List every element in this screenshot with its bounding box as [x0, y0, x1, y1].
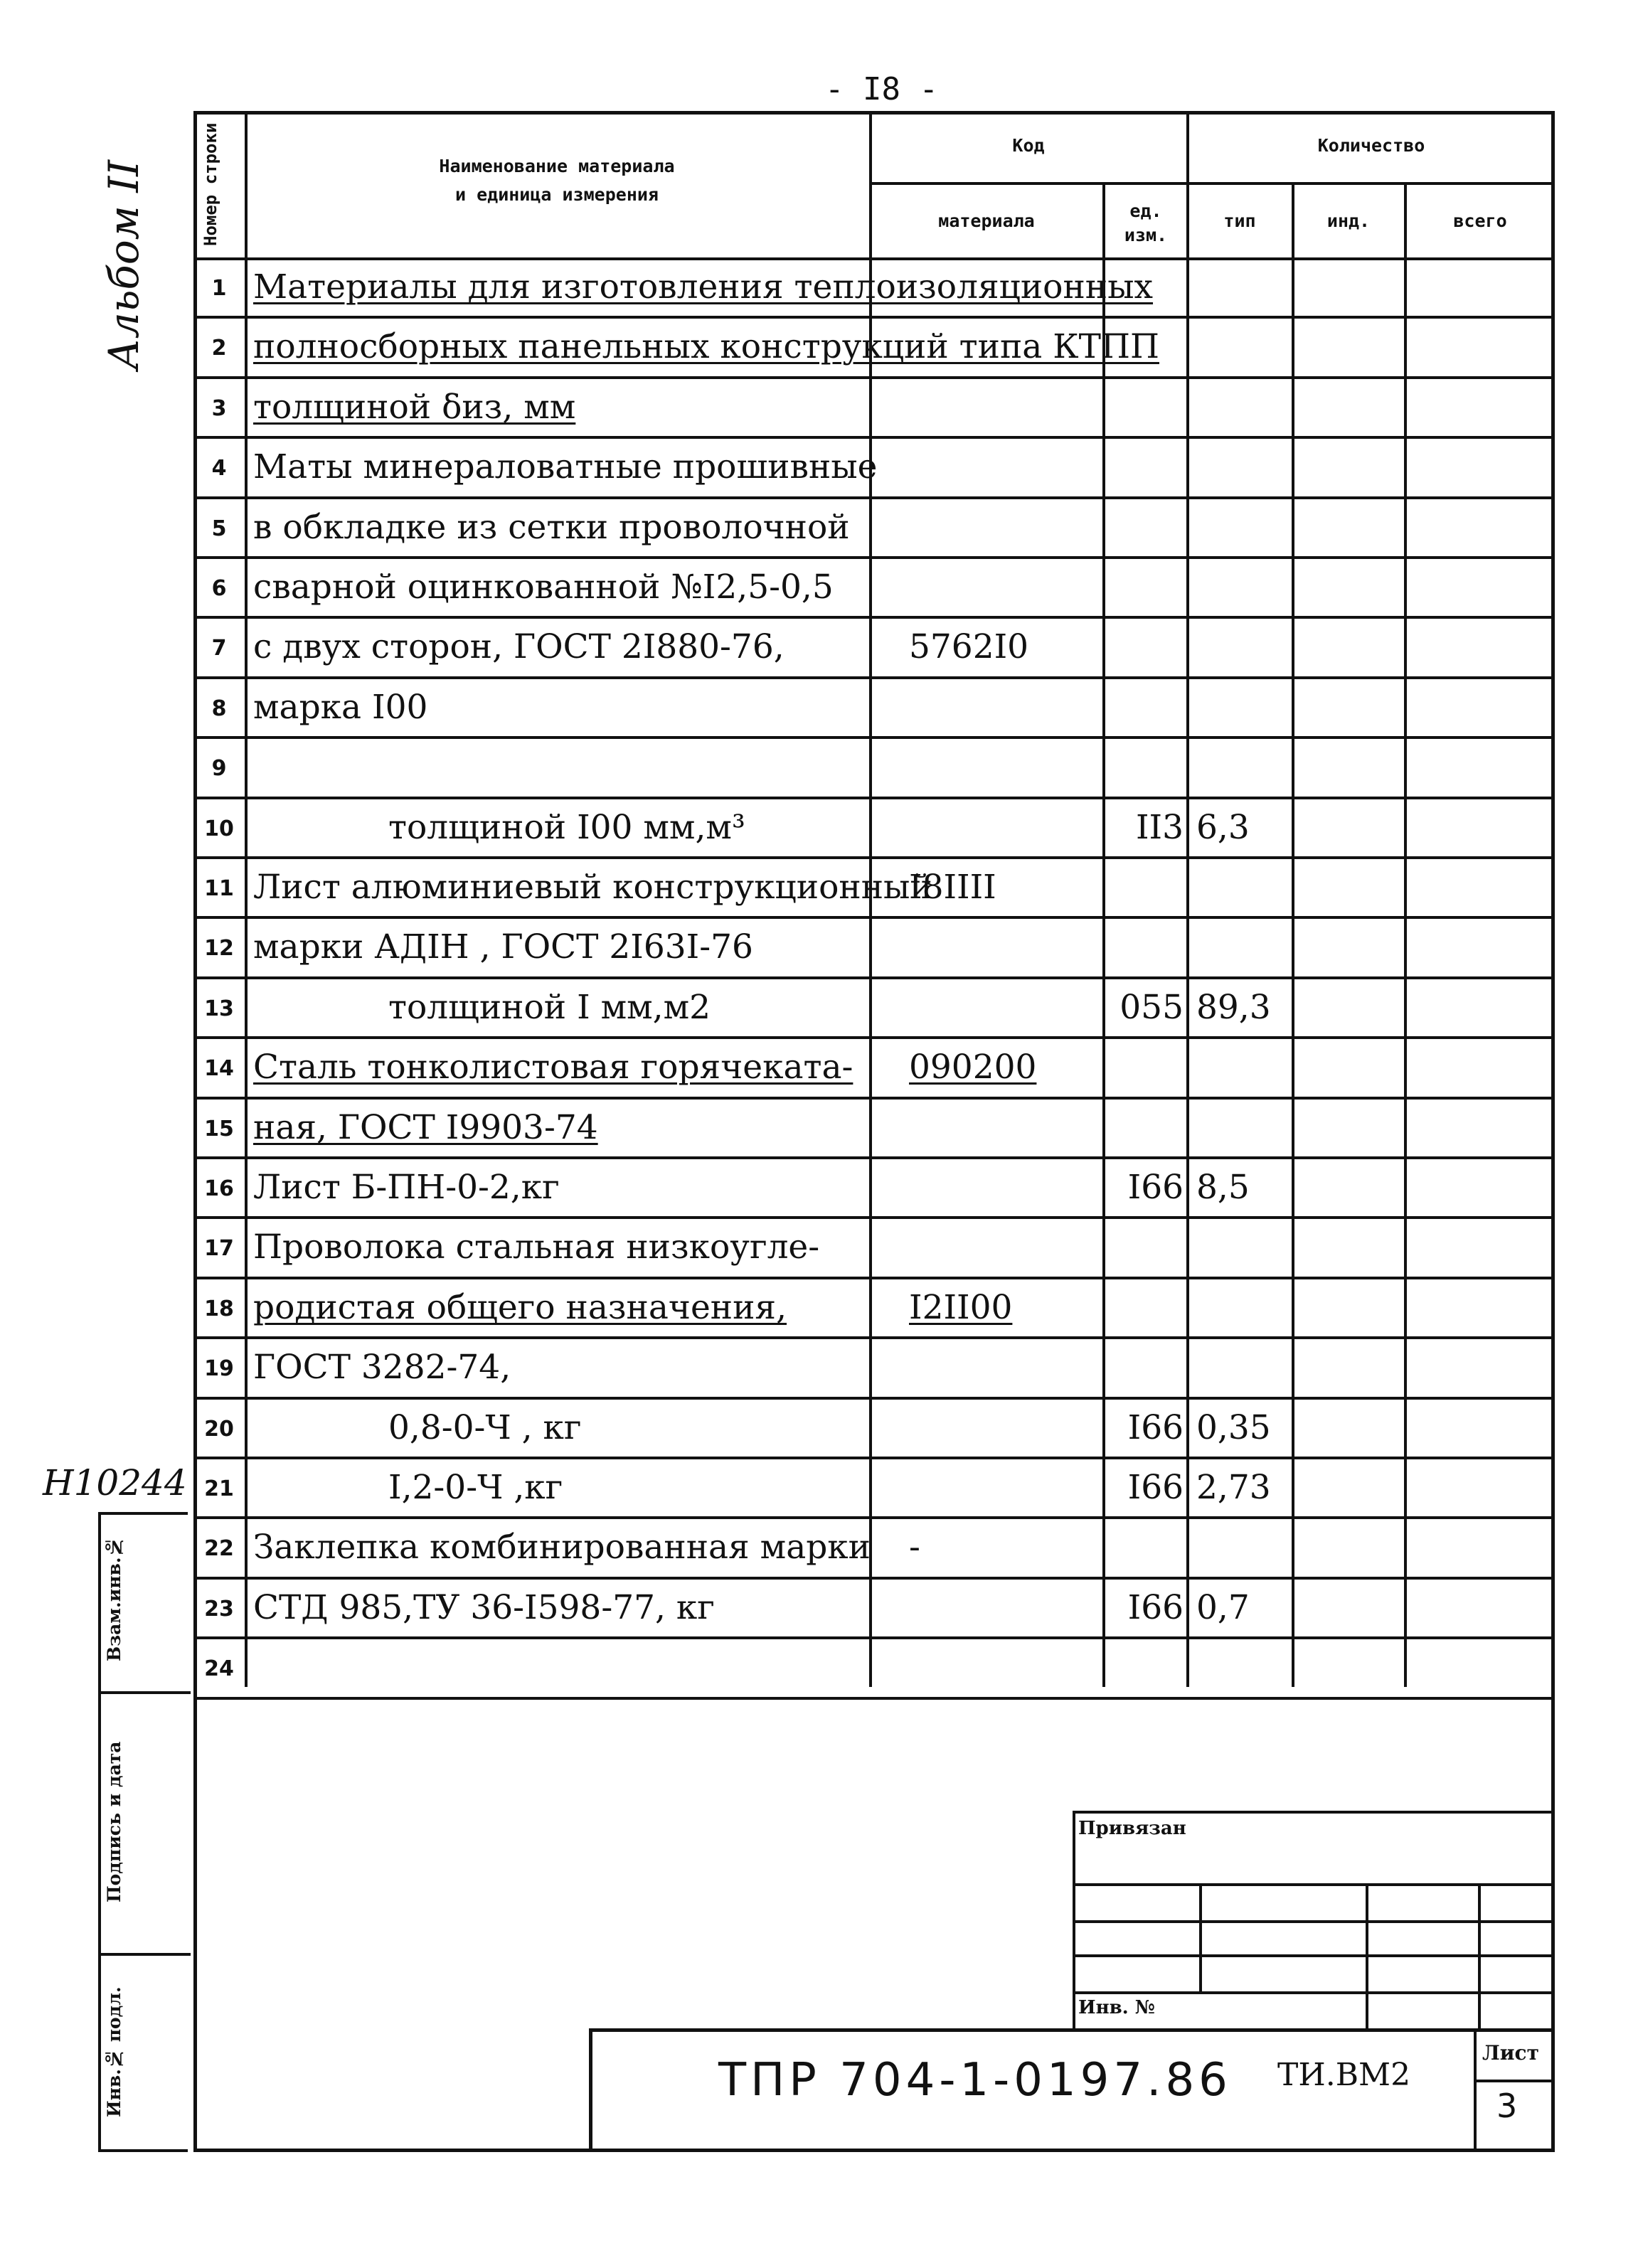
- header-name: Наименование материала и единица измерения: [439, 156, 675, 205]
- header-row-number: Номер строки: [201, 122, 220, 246]
- header-qty-type: тип: [1223, 211, 1256, 231]
- signature-date-label: Подпись и дата: [104, 1741, 124, 1903]
- row-number: 10: [204, 816, 234, 841]
- sheet-label: Лист: [1482, 2041, 1539, 2065]
- row-name: I,2-0-Ч ,кг: [388, 1468, 563, 1507]
- row-unit-code: 055: [1120, 988, 1184, 1027]
- row-number: 8: [211, 696, 227, 721]
- row-line: [193, 1216, 1555, 1219]
- row-name: с двух сторон, ГОСТ 2I880-76,: [253, 627, 785, 666]
- page-number: - I8 -: [825, 71, 938, 107]
- row-line: [193, 676, 1555, 679]
- stamp-col: [1366, 1883, 1368, 2031]
- row-number: 16: [204, 1176, 234, 1201]
- row-unit-code: I66: [1127, 1168, 1184, 1207]
- col-sep-type: [1292, 182, 1294, 1687]
- row-line: [193, 736, 1555, 739]
- row-number: 24: [204, 1656, 234, 1681]
- row-number: 22: [204, 1536, 234, 1561]
- row-name: Проволока стальная низкоугле-: [253, 1228, 820, 1267]
- header-mid-line: [869, 182, 1555, 185]
- row-line: [193, 436, 1555, 439]
- album-label: Альбом II: [100, 159, 148, 370]
- row-line: [193, 1336, 1555, 1339]
- row-line: [193, 1036, 1555, 1039]
- row-number: 7: [211, 636, 227, 661]
- row-name: ГОСТ 3282-74,: [253, 1348, 511, 1387]
- row-name: родистая общего назначения,: [253, 1288, 787, 1327]
- row-qty-type: 0,35: [1196, 1408, 1271, 1447]
- row-name: Лист алюминиевый конструкционный: [253, 868, 932, 907]
- row-line: [193, 856, 1555, 859]
- row-number: 23: [204, 1597, 234, 1622]
- sheet-col-sep: [1474, 2028, 1477, 2152]
- row-line: [193, 616, 1555, 619]
- row-number: 2: [211, 336, 227, 361]
- row-name: марка I00: [253, 688, 428, 727]
- row-material-code: 5762I0: [909, 627, 1029, 666]
- row-line: [193, 1577, 1555, 1580]
- row-qty-type: 6,3: [1196, 808, 1250, 847]
- stamp-line: [1073, 1883, 1555, 1886]
- row-line: [193, 1397, 1555, 1400]
- row-line: [193, 316, 1555, 319]
- row-number: 4: [211, 456, 227, 481]
- row-number: 21: [204, 1476, 234, 1501]
- row-line: [193, 556, 1555, 559]
- row-unit-code: I66: [1127, 1408, 1184, 1447]
- document-code: ТПР 704-1-0197.86: [718, 2054, 1232, 2107]
- row-line: [193, 1097, 1555, 1100]
- row-qty-type: 2,73: [1196, 1468, 1271, 1507]
- col-sep-number: [245, 111, 248, 1687]
- row-qty-type: 89,3: [1196, 988, 1271, 1027]
- stamp-inventory-label: Инв. №: [1078, 1997, 1156, 2018]
- row-line: [193, 376, 1555, 379]
- row-number: 3: [211, 396, 227, 421]
- sheet-number: 3: [1496, 2087, 1518, 2125]
- stamp-line: [1073, 1954, 1555, 1957]
- stamp-line: [1073, 1920, 1555, 1923]
- row-number: 5: [211, 516, 227, 541]
- row-name: Маты минераловатные прошивные: [253, 447, 878, 486]
- row-unit-code: I66: [1127, 1588, 1184, 1627]
- row-material-code: 090200: [909, 1048, 1037, 1087]
- row-unit-code: I66: [1127, 1468, 1184, 1507]
- side-divider: [98, 1953, 191, 1956]
- row-unit-code: II3: [1135, 808, 1184, 847]
- row-number: 1: [211, 276, 227, 301]
- row-material-code: -: [909, 1528, 920, 1567]
- stamp-col: [1478, 1883, 1481, 2031]
- row-name: Заклепка комбинированная марки: [253, 1528, 871, 1567]
- col-sep-material: [1102, 182, 1105, 1687]
- row-number: 19: [204, 1356, 234, 1381]
- row-number: 12: [204, 936, 234, 961]
- row-number: 11: [204, 876, 234, 901]
- stamp-linked-label: Привязан: [1078, 1818, 1186, 1839]
- row-number: 18: [204, 1297, 234, 1321]
- row-line: [193, 1277, 1555, 1279]
- row-line: [193, 976, 1555, 979]
- document-suffix: ТИ.ВМ2: [1277, 2057, 1411, 2093]
- row-line: [193, 1636, 1555, 1639]
- header-qty-total: всего: [1453, 211, 1507, 231]
- row-number: 14: [204, 1056, 234, 1081]
- row-number: 13: [204, 996, 234, 1021]
- row-name: сварной оцинкованной №I2,5-0,5: [253, 568, 834, 607]
- row-line: [193, 496, 1555, 499]
- stamp-line: [1073, 1991, 1555, 1994]
- row-material-code: I8IIII: [909, 868, 996, 907]
- row-name: Сталь тонколистовая горячеката-: [253, 1048, 853, 1087]
- row-qty-type: 8,5: [1196, 1168, 1250, 1207]
- row-name: 0,8-0-Ч , кг: [388, 1408, 582, 1447]
- col-sep-code-qty: [1186, 111, 1189, 1687]
- row-name: Лист Б-ПН-0-2,кг: [253, 1168, 560, 1207]
- side-divider: [98, 1691, 191, 1694]
- row-line: [193, 1516, 1555, 1519]
- header-code-unit: ед. изм.: [1124, 201, 1168, 245]
- header-quantity: Количество: [1317, 135, 1425, 156]
- stamp-col: [1199, 1883, 1202, 1991]
- row-name: толщиной I мм,м2: [388, 988, 711, 1027]
- header-code-material: материала: [938, 211, 1035, 231]
- header-bottom-line: [193, 257, 1555, 260]
- row-line: [193, 1697, 1555, 1700]
- row-number: 9: [211, 756, 227, 781]
- row-number: 20: [204, 1417, 234, 1442]
- row-qty-type: 0,7: [1196, 1588, 1250, 1627]
- row-name: толщиной I00 мм,м³: [388, 808, 745, 847]
- row-number: 6: [211, 576, 227, 601]
- row-name: марки АДIН , ГОСТ 2I63I-76: [253, 927, 753, 967]
- row-number: 17: [204, 1236, 234, 1261]
- original-inventory-label: Инв.№ подл.: [104, 1986, 124, 2117]
- row-line: [193, 916, 1555, 919]
- row-line: [193, 1457, 1555, 1459]
- row-line: [193, 1156, 1555, 1159]
- row-name: толщиной δиз, мм: [253, 388, 576, 427]
- header-qty-individual: инд.: [1326, 211, 1371, 231]
- row-name: СТД 985,ТУ 36-I598-77, кг: [253, 1588, 715, 1627]
- header-code: Код: [1012, 135, 1045, 156]
- col-sep-individual: [1404, 182, 1407, 1687]
- row-number: 15: [204, 1117, 234, 1141]
- row-name: полносборных панельных конструкций типа КТПП: [253, 327, 1159, 366]
- sheet-row-sep: [1474, 2080, 1555, 2082]
- handwritten-inventory-number: Н10244: [43, 1462, 187, 1503]
- row-name: Материалы для изготовления теплоизоляционных: [253, 267, 1154, 307]
- row-name: в обкладке из сетки проволочной: [253, 508, 850, 547]
- row-line: [193, 797, 1555, 799]
- replaced-inventory-label: Взам.инв.№: [104, 1536, 124, 1661]
- row-name: ная, ГОСТ I9903-74: [253, 1108, 598, 1147]
- row-material-code: I2II00: [909, 1288, 1013, 1327]
